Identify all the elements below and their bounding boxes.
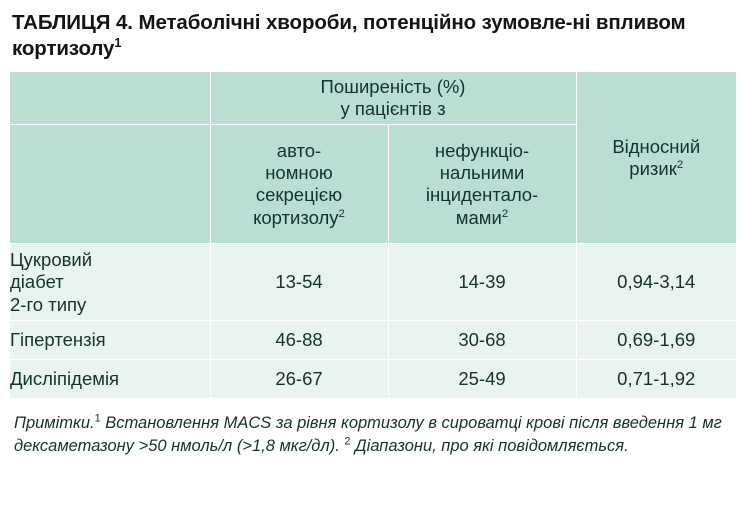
notes-marker-1: 1: [94, 412, 101, 425]
cell-diabetes-autonomous: 13-54: [210, 244, 388, 321]
header-incidentaloma-line2: нальними: [439, 162, 525, 184]
cell-dyslipidemia-autonomous: 26-67: [210, 360, 388, 399]
header-prevalence-group: [210, 72, 576, 125]
cell-diabetes-incidentaloma: 14-39: [388, 244, 576, 321]
header-autonomous-secretion: [210, 125, 388, 244]
cell-dyslipidemia-incidentaloma: 25-49: [388, 360, 576, 399]
cell-hypertension-incidentaloma: 30-68: [388, 321, 576, 360]
table-row: [10, 244, 736, 321]
cell-diabetes-risk: 0,94-3,14: [576, 244, 736, 321]
cell-hypertension-autonomous: 46-88: [210, 321, 388, 360]
row-label-line1: Цукровий: [10, 248, 93, 270]
row-label-line3: 2-го типу: [10, 293, 87, 315]
header-incidentaloma-footnote-marker: 2: [501, 207, 509, 220]
header-incidentaloma-line4: [389, 207, 576, 229]
header-relative-risk-line1: Відносний: [612, 135, 701, 157]
notes-text-1: Встановлення MACS за рівня кортизолу в сироватці крові після введення 1 мг дексаметазону >50 нмоль/л (>1,8 мкг/дл).: [14, 414, 722, 455]
header-autonomous-line2: номною: [265, 162, 333, 184]
title-prefix: ТАБЛИЦЯ 4.: [12, 11, 133, 34]
header-nonfunctioning-incidentaloma: [388, 125, 576, 244]
header-incidentaloma-line3: інциденталo-: [425, 184, 539, 206]
header-relative-risk-line2: [577, 158, 737, 180]
header-autonomous-line1: авто-: [276, 139, 322, 161]
row-label-line2: діабет: [10, 271, 64, 293]
row-label-dyslipidemia: Дисліпідемія: [10, 360, 210, 399]
header-prevalence-line2: у пацієнтів з: [340, 98, 446, 120]
table-notes: [14, 412, 734, 456]
row-label-diabetes: [10, 244, 210, 321]
header-corner-cell-lower: [10, 125, 210, 244]
cell-dyslipidemia-risk: 0,71-1,92: [576, 360, 736, 399]
notes-marker-2: 2: [344, 435, 351, 448]
notes-lead: Примітки.: [14, 414, 95, 433]
header-relative-risk-line2-text: ризик: [629, 157, 677, 179]
header-autonomous-line3: секрецією: [255, 184, 343, 206]
title-footnote-marker: 1: [114, 35, 122, 51]
metabolic-diseases-table: [10, 72, 736, 399]
header-autonomous-line4: [211, 207, 388, 229]
table-header-group-row: [10, 72, 736, 125]
table-row: [10, 360, 736, 399]
page-title: [12, 10, 736, 62]
cell-hypertension-risk: 0,69-1,69: [576, 321, 736, 360]
header-relative-risk: [576, 72, 736, 244]
notes-text-2: Діапазони, про які повідомляється.: [350, 436, 629, 455]
header-corner-cell: [10, 72, 210, 125]
header-incidentaloma-line1: нефункціо-: [434, 139, 530, 161]
header-autonomous-line4-text: кортизолу: [253, 206, 339, 228]
header-incidentaloma-line4-text: мами: [455, 206, 502, 228]
header-autonomous-footnote-marker: 2: [338, 207, 345, 220]
row-label-hypertension: Гіпертензія: [10, 321, 210, 360]
header-prevalence-line1: Поширеність (%): [320, 76, 466, 98]
header-relative-risk-footnote-marker: 2: [676, 158, 684, 171]
title-text: Метаболічні хвороби, потенційно зумовле-ні впливом кортизолу: [12, 11, 686, 61]
table-row: [10, 321, 736, 360]
